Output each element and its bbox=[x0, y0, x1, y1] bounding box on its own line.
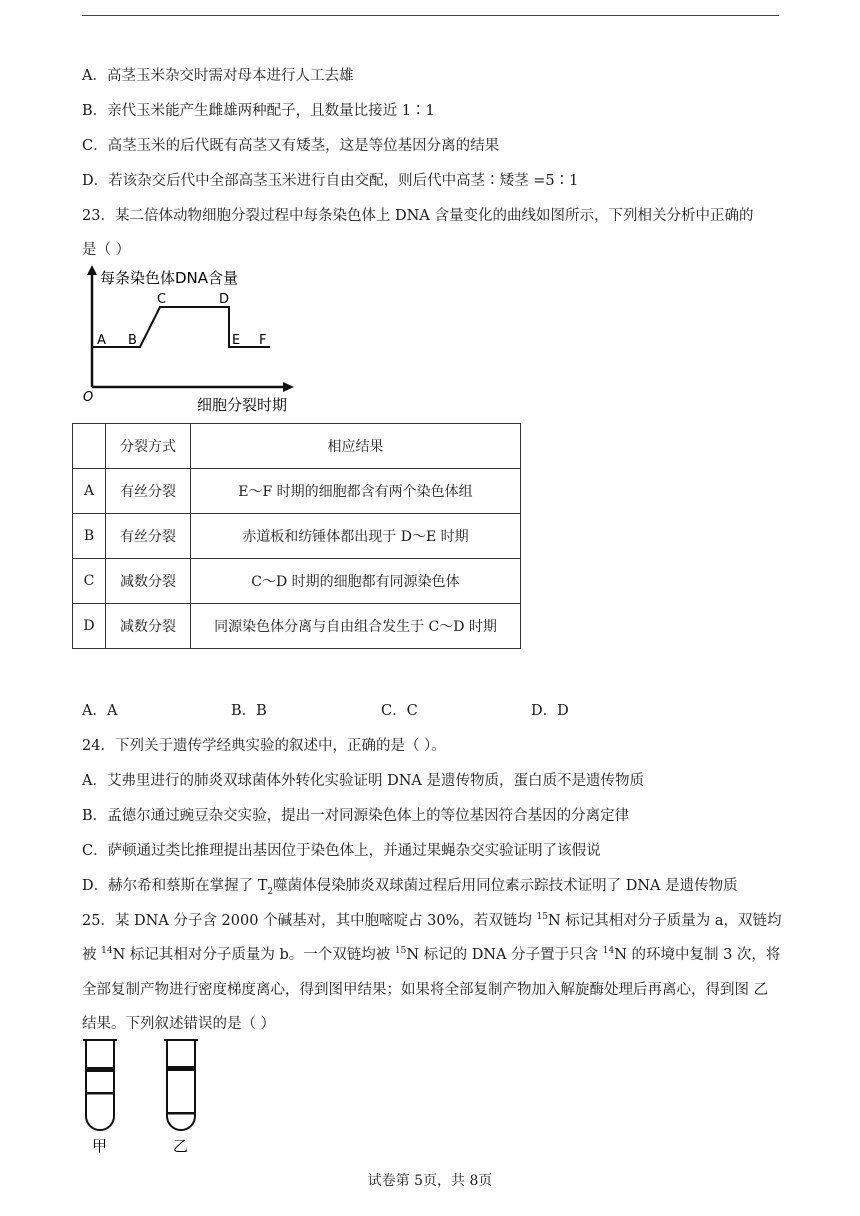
table-row bbox=[73, 604, 521, 649]
table-cell: 减数分裂 bbox=[106, 604, 191, 649]
tube-label-yi: 乙 bbox=[173, 1137, 189, 1155]
table-header-cell: 相应结果 bbox=[191, 424, 521, 469]
q23-option-b: B．B bbox=[231, 703, 267, 719]
q25-superscript: 14 bbox=[602, 946, 615, 957]
q22-option-c: C．高茎玉米的后代既有高茎又有矮茎，这是等位基因分离的结果 bbox=[82, 138, 500, 154]
point-a-label: A bbox=[97, 333, 106, 348]
table-cell: E～F 时期的细胞都含有两个染色体组 bbox=[191, 469, 521, 514]
q25-text: 25．某 DNA 分子含 2000 个碱基对，其中胞嘧啶占 30%，若双链均 bbox=[82, 913, 537, 929]
q25-superscript: 15 bbox=[394, 946, 407, 957]
test-tube-yi bbox=[167, 1040, 195, 1130]
q24-option-c: C．萨顿通过类比推理提出基因位于染色体上，并通过果蝇杂交实验证明了该假说 bbox=[82, 843, 601, 859]
q25-text: 被 bbox=[82, 947, 102, 963]
q23-option-c: C．C bbox=[381, 703, 418, 719]
q24-stem: 24．下列关于遗传学经典实验的叙述中，正确的是（ ）。 bbox=[82, 738, 446, 754]
x-axis-arrow-icon bbox=[283, 382, 294, 392]
band-yi-2 bbox=[167, 1112, 195, 1115]
table-cell: B bbox=[73, 514, 106, 559]
table-cell: 有丝分裂 bbox=[106, 514, 191, 559]
table-cell: C～D 时期的细胞都有同源染色体 bbox=[191, 559, 521, 604]
q25-text: N 标记的 DNA 分子置于只含 bbox=[406, 947, 603, 963]
q25-text: N 标记其相对分子质量为 b。一个双链均被 bbox=[112, 947, 395, 963]
table-row bbox=[73, 469, 521, 514]
q25-text: N 的环境中复制 3 次，将 bbox=[614, 947, 781, 963]
dna-curve bbox=[92, 307, 270, 347]
q24-option-d-text-b: 噬菌体侵染肺炎双球菌过程后用同位素示踪技术证明了 DNA 是遗传物质 bbox=[273, 878, 738, 894]
q22-option-d: D．若该杂交后代中全部高茎玉米进行自由交配，则后代中高茎∶矮茎 =5∶1 bbox=[82, 173, 579, 189]
table-cell: C bbox=[73, 559, 106, 604]
q22-option-a: A．高茎玉米杂交时需对母本进行人工去雄 bbox=[82, 68, 354, 84]
q22-option-b: B．亲代玉米能产生雌雄两种配子，且数量比接近 1∶1 bbox=[82, 103, 435, 119]
y-axis-arrow-icon bbox=[87, 265, 97, 275]
answer-table bbox=[72, 423, 521, 649]
point-c-label: C bbox=[157, 292, 167, 307]
q25-line4: 结果。下列叙述错误的是（ ） bbox=[82, 1016, 276, 1032]
table-header-row bbox=[73, 424, 521, 469]
q25-line2 bbox=[82, 945, 780, 965]
table-cell: 赤道板和纺锤体都出现于 D～E 时期 bbox=[191, 514, 521, 559]
q23-stem-line1: 23．某二倍体动物细胞分裂过程中每条染色体上 DNA 含量变化的曲线如图所示，下列相关分析中正确的 bbox=[82, 208, 754, 224]
q24-option-b: B．孟德尔通过豌豆杂交实验，提出一对同源染色体上的等位基因符合基因的分离定律 bbox=[82, 808, 630, 824]
table-cell: A bbox=[73, 469, 106, 514]
q23-stem-line2: 是（ ） bbox=[82, 242, 131, 258]
test-tube-figure bbox=[78, 1036, 218, 1156]
table-header-cell: 分裂方式 bbox=[106, 424, 191, 469]
q25-line1 bbox=[82, 911, 782, 931]
x-axis-label: 细胞分裂时期 bbox=[197, 396, 288, 414]
q23-option-d: D．D bbox=[531, 703, 569, 719]
point-d-label: D bbox=[219, 292, 230, 307]
table-row bbox=[73, 559, 521, 604]
tube-label-jia: 甲 bbox=[92, 1137, 108, 1155]
q25-superscript: 15 bbox=[536, 912, 548, 923]
band-yi-1 bbox=[167, 1066, 195, 1071]
origin-label: O bbox=[83, 390, 94, 405]
table-cell: 同源染色体分离与自由组合发生于 C～D 时期 bbox=[191, 604, 521, 649]
q25-line3: 全部复制产物进行密度梯度离心，得到图甲结果；如果将全部复制产物加入解旋酶处理后再离心，得到图 乙 bbox=[82, 982, 769, 998]
table-row bbox=[73, 514, 521, 559]
q25-superscript: 14 bbox=[101, 946, 113, 957]
table-cell: 减数分裂 bbox=[106, 559, 191, 604]
q24-option-d-text-a: D．赫尔希和蔡斯在掌握了 T bbox=[82, 878, 268, 894]
q23-option-a: A．A bbox=[82, 703, 118, 719]
band-jia-2 bbox=[86, 1092, 114, 1095]
table-header-cell bbox=[73, 424, 106, 469]
q25-text: N 标记其相对分子质量为 a，双链均 bbox=[547, 913, 782, 929]
table-cell: D bbox=[73, 604, 106, 649]
q24-option-a: A．艾弗里进行的肺炎双球菌体外转化实验证明 DNA 是遗传物质，蛋白质不是遗传物质 bbox=[82, 773, 644, 789]
header-rule bbox=[82, 15, 779, 16]
point-e-label: E bbox=[232, 333, 241, 348]
page-footer: 试卷第 5页，共 8页 bbox=[367, 1173, 493, 1189]
q24-option-d-subscript: 2 bbox=[267, 886, 274, 897]
point-f-label: F bbox=[259, 333, 267, 348]
y-axis-label: 每条染色体DNA含量 bbox=[100, 269, 239, 287]
table-cell: 有丝分裂 bbox=[106, 469, 191, 514]
band-jia-1 bbox=[86, 1067, 114, 1072]
point-b-label: B bbox=[128, 333, 137, 348]
q24-option-d bbox=[82, 876, 738, 896]
test-tube-jia bbox=[86, 1040, 114, 1130]
dna-content-graph bbox=[80, 262, 310, 420]
